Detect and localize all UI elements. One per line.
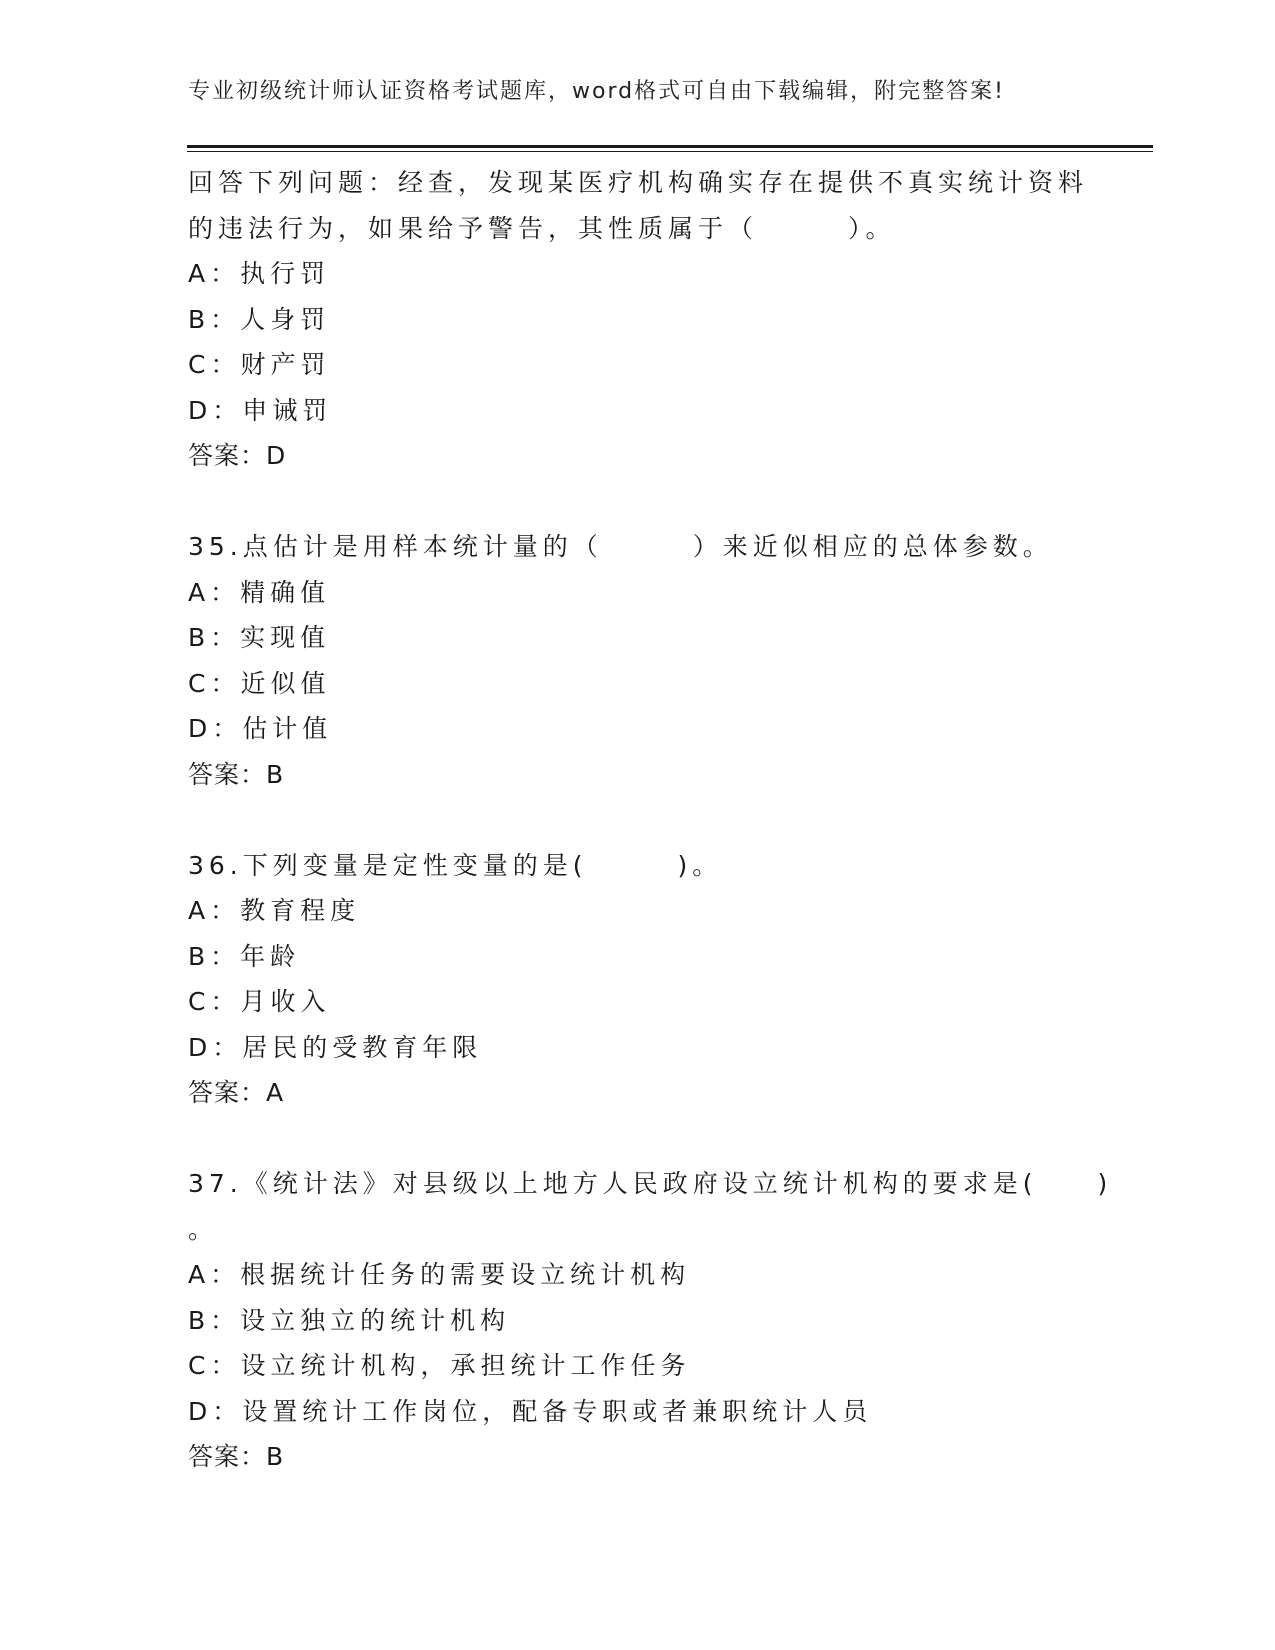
answer-text: 答案：D: [188, 441, 287, 470]
option-a: A：精确值: [188, 577, 331, 607]
question-stem: 36.下列变量是定性变量的是( )。: [188, 850, 723, 880]
option-b: B：年龄: [188, 941, 301, 971]
question-block: [188, 524, 1088, 797]
option-b: B：设立独立的统计机构: [188, 1305, 511, 1335]
option-b: B：实现值: [188, 623, 331, 652]
header-divider: [187, 145, 1153, 152]
answer-text: 答案：A: [188, 1078, 285, 1107]
question-stem: 。: [188, 1214, 219, 1244]
option-d: D：申诫罚: [188, 395, 333, 425]
option-c: C：设立统计机构，承担统计工作任务: [188, 1351, 691, 1380]
question-stem: 回答下列问题：经查，发现某医疗机构确实存在提供不真实统计资料: [188, 168, 1089, 197]
question-stem: 35.点估计是用样本统计量的（ ）来近似相应的总体参数。: [188, 532, 1053, 561]
question-stem: 37.《统计法》对县级以上地方人民政府设立统计机构的要求是( ): [188, 1169, 1113, 1198]
option-a: A：根据统计任务的需要设立统计机构: [188, 1260, 691, 1289]
spacer: [188, 1116, 1088, 1162]
option-c: C：近似值: [188, 668, 331, 698]
option-a: A：执行罚: [188, 259, 331, 288]
option-d: D：估计值: [188, 714, 333, 743]
question-block: [188, 160, 1088, 479]
question-stem: 的违法行为，如果给予警告，其性质属于（ ）。: [188, 213, 896, 243]
option-c: C：月收入: [188, 987, 331, 1016]
question-block: [188, 1161, 1113, 1480]
answer-text: 答案：B: [188, 759, 285, 789]
option-d: D：设置统计工作岗位，配备专职或者兼职统计人员: [188, 1396, 873, 1426]
answer-text: 答案：B: [188, 1442, 285, 1471]
spacer: [188, 797, 1088, 843]
page-header: 专业初级统计师认证资格考试题库，word格式可自由下载编辑，附完整答案!: [188, 79, 1005, 104]
option-a: A：教育程度: [188, 896, 361, 925]
question-block: [188, 843, 1088, 1116]
question-list: [188, 160, 1113, 1480]
spacer: [188, 479, 1088, 525]
option-c: C：财产罚: [188, 350, 331, 379]
option-d: D：居民的受教育年限: [188, 1032, 483, 1062]
option-b: B：人身罚: [188, 304, 331, 334]
